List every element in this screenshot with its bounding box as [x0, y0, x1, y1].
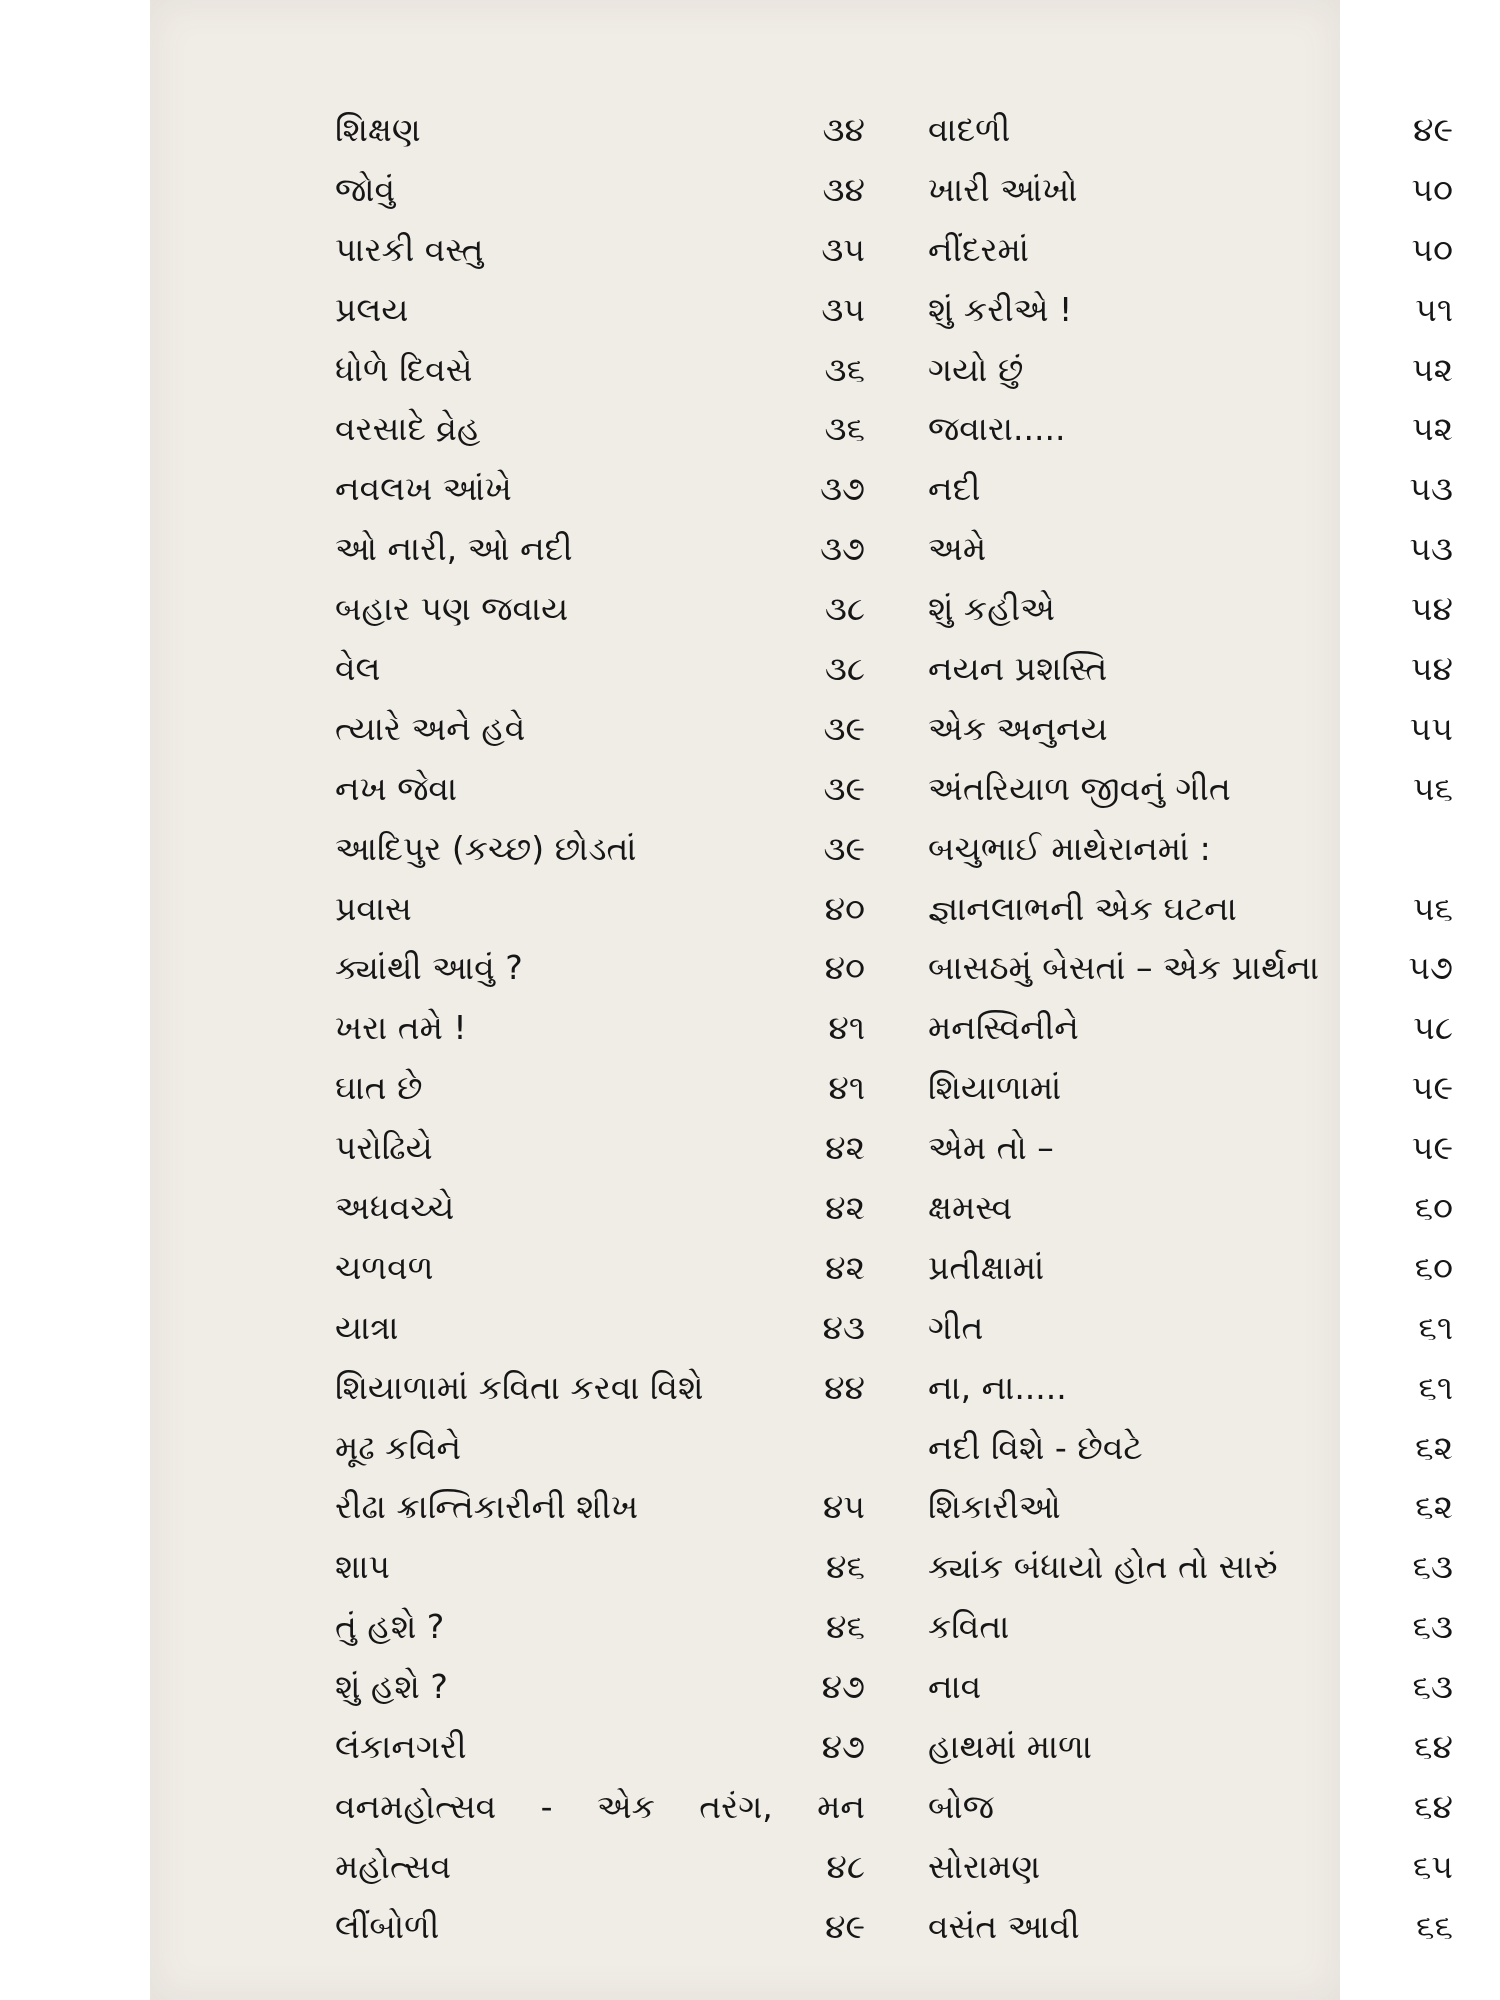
toc-entry-page-number: ૩૬	[824, 409, 865, 449]
toc-entry-title: કવિતા	[928, 1607, 1010, 1647]
toc-entry-page-number: ૫૨	[1411, 349, 1453, 389]
toc-entry-title: શું કહીએ	[928, 589, 1055, 629]
toc-entry-title: વરસાદે વ્રેહ	[335, 409, 481, 449]
toc-entry-title: વસંત આવી	[928, 1906, 1080, 1946]
toc-entry	[928, 819, 1453, 879]
toc-entry-page-number: ૪૪	[824, 1367, 865, 1407]
toc-entry-page-number: ૬૧	[1418, 1307, 1453, 1347]
toc-entry	[928, 1178, 1453, 1238]
toc-entry	[335, 1777, 865, 1837]
toc-entry	[928, 220, 1453, 280]
toc-entry-title: ખરા તમે !	[335, 1008, 467, 1048]
toc-entry-page-number: ૫૯	[1411, 1128, 1453, 1168]
toc-entry	[928, 1418, 1453, 1478]
toc-entry	[335, 340, 865, 400]
toc-entry-page-number: ૬૫	[1412, 1846, 1453, 1886]
toc-entry-title: નાવ	[928, 1667, 982, 1707]
toc-entry-title: ચળવળ	[335, 1247, 434, 1287]
toc-entry-title: નવલખ આંખે	[335, 469, 512, 509]
toc-entry-title: ઘાત છે	[335, 1068, 423, 1108]
toc-entry-title: જ્ઞાનલાભની એક ઘટના	[928, 888, 1237, 928]
contents-column-left	[335, 100, 865, 1957]
toc-entry-title: બોજ	[928, 1786, 994, 1826]
toc-entry-title: સોરામણ	[928, 1846, 1041, 1886]
toc-entry-page-number: ૬૦	[1414, 1188, 1453, 1228]
toc-entry-title: લીંબોળી	[335, 1906, 440, 1946]
toc-entry	[928, 1058, 1453, 1118]
toc-entry-page-number: ૪૮	[826, 1846, 865, 1886]
toc-entry-page-number: ૬૪	[1414, 1727, 1453, 1767]
toc-entry	[335, 1238, 865, 1298]
toc-entry-title: અંતરિયાળ જીવનું ગીત	[928, 768, 1231, 808]
toc-entry-page-number: ૪૭	[821, 1727, 865, 1767]
toc-entry	[335, 699, 865, 759]
toc-entry-page-number: ૩૫	[821, 289, 865, 329]
contents-column-right	[928, 100, 1453, 1957]
toc-entry	[928, 160, 1453, 220]
toc-entry-title: ખારી આંખો	[928, 169, 1078, 209]
toc-entry-page-number: ૪૩	[822, 1307, 865, 1347]
toc-entry-page-number: ૩૭	[820, 529, 865, 569]
toc-entry-title: શિકારીઓ	[928, 1487, 1061, 1527]
toc-entry-title: પ્રલય	[335, 289, 409, 329]
toc-entry	[335, 1358, 865, 1418]
toc-entry-page-number: ૬૩	[1412, 1607, 1453, 1647]
toc-entry-page-number: ૪૧	[828, 1068, 865, 1108]
toc-entry-page-number: ૬૩	[1412, 1547, 1453, 1587]
toc-entry	[335, 459, 865, 519]
toc-entry	[335, 1118, 865, 1178]
toc-entry-title: પરોઢિયે	[335, 1128, 433, 1168]
toc-entry	[335, 819, 865, 879]
toc-entry-page-number: ૫૩	[1409, 469, 1453, 509]
toc-entry	[335, 1178, 865, 1238]
toc-entry	[928, 1597, 1453, 1657]
toc-entry	[928, 100, 1453, 160]
toc-entry	[335, 519, 865, 579]
toc-entry-title: મનસ્વિનીને	[928, 1008, 1079, 1048]
toc-entry	[928, 699, 1453, 759]
toc-entry-page-number: ૬૩	[1412, 1667, 1453, 1707]
toc-entry	[928, 399, 1453, 459]
toc-entry-page-number: ૪૧	[828, 1008, 865, 1048]
toc-entry-title: યાત્રા	[335, 1307, 399, 1347]
toc-entry	[928, 1837, 1453, 1897]
toc-entry-page-number: ૪૯	[825, 1906, 865, 1946]
toc-entry-title: પ્રવાસ	[335, 888, 412, 928]
toc-entry	[335, 579, 865, 639]
toc-entry-title: અમે	[928, 529, 987, 569]
toc-entry-title: તું હશે ?	[335, 1607, 445, 1647]
toc-entry	[928, 1238, 1453, 1298]
toc-entry	[928, 998, 1453, 1058]
toc-entry-page-number: ૩૯	[823, 708, 865, 748]
book-page	[150, 0, 1453, 2000]
toc-entry	[928, 759, 1453, 819]
toc-entry-title: રીઢા ક્રાન્તિકારીની શીખ	[335, 1487, 639, 1527]
toc-entry-page-number: ૬૦	[1414, 1247, 1453, 1287]
toc-entry	[928, 1358, 1453, 1418]
toc-entry	[928, 579, 1453, 639]
toc-entry-title: જવારા.....	[928, 409, 1066, 449]
toc-entry	[928, 639, 1453, 699]
toc-entry	[335, 1418, 865, 1478]
toc-entry-page-number: ૩૯	[823, 768, 865, 808]
toc-entry	[928, 1657, 1453, 1717]
toc-entry-page-number: ૩૭	[820, 469, 865, 509]
toc-entry-page-number: ૪૨	[825, 1128, 865, 1168]
toc-entry-page-number: ૩૯	[823, 828, 865, 868]
toc-entry	[335, 1298, 865, 1358]
toc-entry-title: શાપ	[335, 1547, 390, 1587]
toc-entry	[335, 160, 865, 220]
toc-entry	[928, 938, 1453, 998]
toc-entry-title: હાથમાં માળા	[928, 1727, 1092, 1767]
toc-entry-title: મહોત્સવ	[335, 1846, 452, 1886]
toc-entry	[928, 879, 1453, 939]
toc-entry-page-number: ૬૬	[1416, 1906, 1453, 1946]
toc-entry	[928, 1717, 1453, 1777]
toc-entry-page-number: ૫૩	[1409, 529, 1453, 569]
toc-entry-title: અધવચ્ચે	[335, 1188, 455, 1228]
toc-entry	[335, 759, 865, 819]
toc-entry-page-number: ૫૫	[1409, 708, 1453, 748]
toc-entry-page-number: ૫૦	[1411, 229, 1453, 269]
toc-entry	[335, 879, 865, 939]
toc-entry-page-number: ૫૧	[1415, 289, 1453, 329]
toc-entry-page-number: ૪૬	[826, 1607, 865, 1647]
toc-entry-page-number: ૫૮	[1413, 1008, 1453, 1048]
toc-entry	[335, 639, 865, 699]
toc-entry-page-number: ૪૦	[824, 888, 865, 928]
toc-entry	[928, 1897, 1453, 1957]
toc-entry	[335, 1597, 865, 1657]
toc-entry-title: જોવું	[335, 169, 396, 209]
toc-entry-page-number: ૩૪	[822, 110, 865, 149]
toc-entry-page-number: ૬૨	[1415, 1487, 1453, 1527]
toc-entry-title: ક્યાંથી આવું ?	[335, 948, 523, 988]
toc-entry-title: નખ જેવા	[335, 768, 458, 808]
toc-entry-title: પ્રતીક્ષામાં	[928, 1247, 1045, 1287]
toc-entry-page-number: ૩૮	[824, 589, 865, 629]
toc-entry-title: એક અનુનય	[928, 708, 1108, 748]
toc-entry-title: બાસઠમું બેસતાં – એક પ્રાર્થના	[928, 948, 1320, 988]
toc-entry-title: વાદળી	[928, 110, 1011, 149]
toc-entry-page-number: ૪૭	[821, 1667, 865, 1707]
toc-entry-title: નદી	[928, 469, 981, 509]
toc-entry-title: નયન પ્રશસ્તિ	[928, 649, 1108, 689]
toc-entry	[928, 1298, 1453, 1358]
toc-entry	[335, 399, 865, 459]
toc-entry-title: મૂઢ કવિને	[335, 1427, 462, 1467]
toc-entry-page-number: ૪૬	[826, 1547, 865, 1587]
toc-entry	[335, 220, 865, 280]
toc-entry-page-number: ૬૧	[1418, 1367, 1453, 1407]
toc-entry-page-number: ૫૪	[1410, 649, 1453, 689]
toc-entry-title: નદી વિશે - છેવટે	[928, 1427, 1143, 1467]
toc-entry	[928, 1477, 1453, 1537]
toc-entry	[335, 100, 865, 160]
toc-entry-title: આદિપુર (કચ્છ) છોડતાં	[335, 828, 637, 868]
toc-entry-title: ગીત	[928, 1307, 984, 1347]
toc-entry	[335, 1477, 865, 1537]
toc-entry	[928, 1118, 1453, 1178]
toc-entry-title: ગયો છું	[928, 349, 1024, 389]
toc-entry	[928, 519, 1453, 579]
toc-entry-page-number: ૫૭	[1408, 948, 1453, 988]
toc-entry	[335, 1058, 865, 1118]
toc-entry-title: ત્યારે અને હવે	[335, 708, 526, 748]
toc-entry	[928, 1537, 1453, 1597]
toc-entry-title: નીંદરમાં	[928, 229, 1029, 269]
toc-entry	[928, 1777, 1453, 1837]
toc-entry-title: ના, ના.....	[928, 1367, 1067, 1407]
toc-entry	[335, 938, 865, 998]
toc-entry-page-number: ૪૨	[825, 1247, 865, 1287]
toc-entry-page-number: ૫૨	[1411, 409, 1453, 449]
toc-entry-page-number: ૪૯	[1413, 110, 1453, 149]
toc-entry-title: વેલ	[335, 649, 381, 689]
toc-entry-page-number: ૪૫	[822, 1487, 865, 1527]
toc-entry-title: વનમહોત્સવ - એક તરંગ, મન	[335, 1786, 865, 1826]
toc-entry-title: શિક્ષણ	[335, 110, 421, 149]
toc-entry-page-number: ૩૪	[822, 169, 865, 209]
toc-entry	[335, 1657, 865, 1717]
toc-entry-title: બચુભાઈ માથેરાનમાં :	[928, 828, 1211, 868]
toc-entry-page-number: ૪૦	[824, 948, 865, 988]
toc-entry-page-number: ૫૯	[1411, 1068, 1453, 1108]
toc-entry	[335, 1897, 865, 1957]
toc-entry-title: શું હશે ?	[335, 1667, 448, 1707]
toc-entry	[335, 998, 865, 1058]
toc-entry-page-number: ૫૬	[1412, 768, 1453, 808]
toc-entry-page-number: ૫૦	[1411, 169, 1453, 209]
toc-entry-title: ઓ નારી, ઓ નદી	[335, 529, 573, 569]
toc-entry-page-number: ૫૬	[1412, 888, 1453, 928]
toc-entry-title: શિયાળામાં કવિતા કરવા વિશે	[335, 1367, 704, 1407]
toc-entry-page-number: ૩૬	[824, 349, 865, 389]
toc-entry	[335, 280, 865, 340]
toc-entry-title: પારકી વસ્તુ	[335, 229, 484, 269]
toc-entry-title: ક્યાંક બંધાયો હોત તો સારું	[928, 1547, 1278, 1587]
toc-entry-page-number: ૬૨	[1415, 1427, 1453, 1467]
toc-entry	[335, 1717, 865, 1777]
toc-entry	[335, 1537, 865, 1597]
toc-entry-page-number: ૫૪	[1410, 589, 1453, 629]
toc-entry-title: લંકાનગરી	[335, 1727, 467, 1767]
toc-entry	[928, 340, 1453, 400]
toc-entry-title: શિયાળામાં	[928, 1068, 1062, 1108]
toc-entry	[928, 459, 1453, 519]
toc-entry-page-number: ૬૪	[1414, 1786, 1453, 1826]
toc-entry-page-number: ૩૮	[824, 649, 865, 689]
toc-entry-title: શું કરીએ !	[928, 289, 1073, 329]
toc-entry-title: ક્ષમસ્વ	[928, 1188, 1013, 1228]
toc-entry	[335, 1837, 865, 1897]
toc-entry-page-number: ૪૨	[825, 1188, 865, 1228]
toc-entry	[928, 280, 1453, 340]
toc-entry-page-number: ૩૫	[821, 229, 865, 269]
toc-entry-title: બહાર પણ જવાય	[335, 589, 569, 629]
toc-entry-title: એમ તો –	[928, 1128, 1054, 1168]
toc-entry-title: ધોળે દિવસે	[335, 349, 473, 389]
